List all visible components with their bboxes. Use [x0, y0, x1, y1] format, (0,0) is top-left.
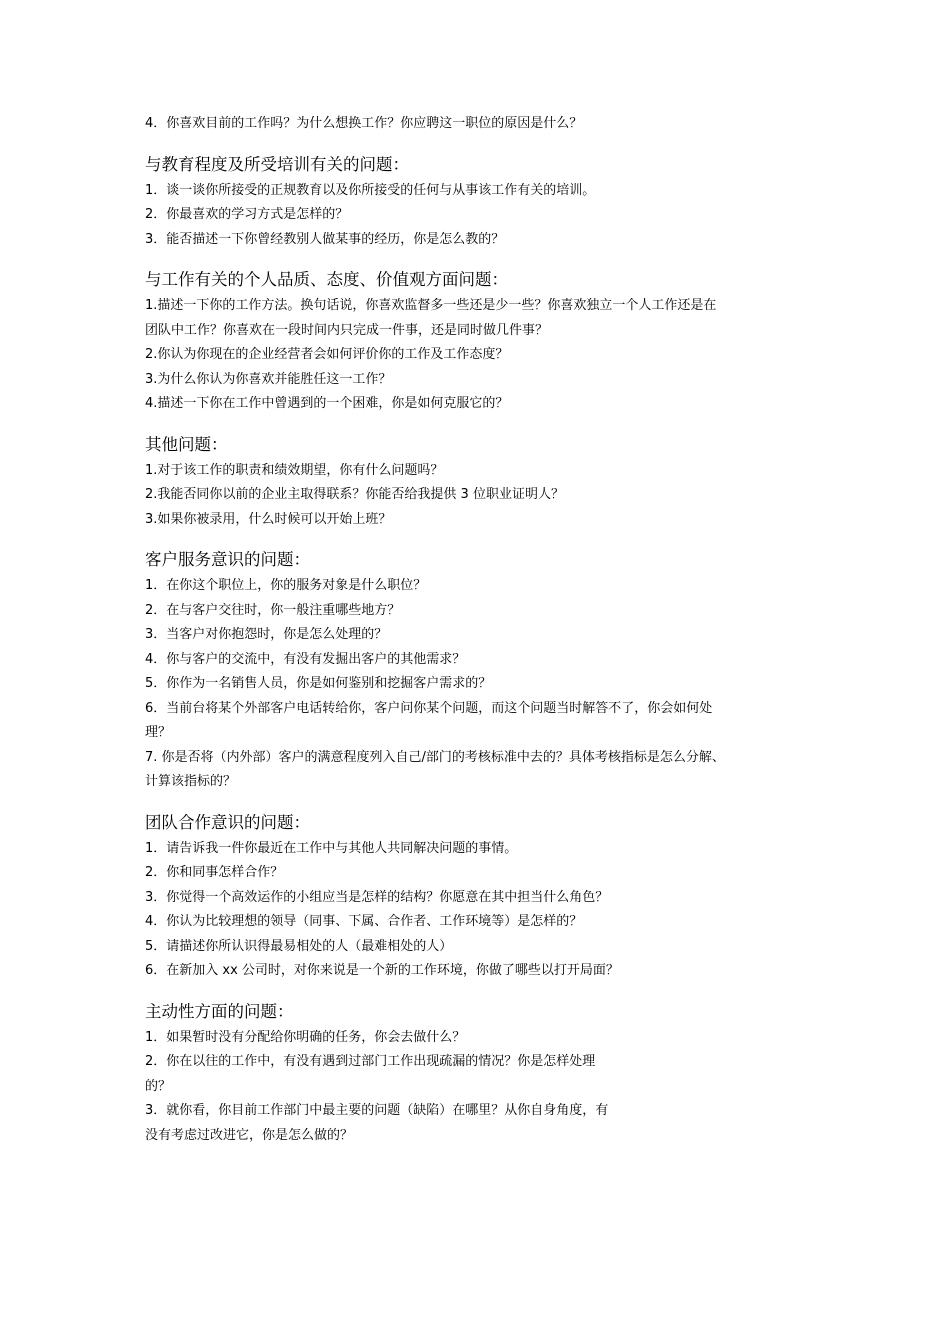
section-other [145, 432, 815, 533]
section-heading: 其他问题： [145, 434, 228, 454]
question-item: 计算该指标的？ [145, 774, 237, 789]
section-personal-qualities [145, 267, 815, 417]
question-item: 4.描述一下你在工作中曾遇到的一个困难，你是如何克服它的？ [145, 396, 509, 411]
question-item: 2．在与客户交往时，你一般注重哪些地方？ [145, 602, 401, 618]
question-item: 3．能否描述一下你曾经教别人做某事的经历，你是怎么教的？ [145, 231, 505, 247]
question-item: 2.你认为你现在的企业经营者会如何评价你的工作及工作态度？ [145, 347, 509, 362]
lead-section [145, 112, 815, 137]
question-item: 4．你喜欢目前的工作吗？为什么想换工作？你应聘这一职位的原因是什么？ [145, 116, 583, 131]
question-item: 3.为什么你认为你喜欢并能胜任这一工作？ [145, 371, 392, 387]
question-item: 4．你认为比较理想的领导（同事、下属、合作者、工作环境等）是怎样的？ [145, 914, 583, 929]
question-item: 1．请告诉我一件你最近在工作中与其他人共同解决问题的事情。 [145, 840, 518, 856]
question-item: 1.对于该工作的职责和绩效期望，你有什么问题吗？ [145, 462, 444, 478]
question-item: 3．就你看，你目前工作部门中最主要的问题（缺陷）在哪里？从你自身角度，有 [145, 1103, 609, 1118]
question-item: 2．你最喜欢的学习方式是怎样的？ [145, 207, 349, 222]
question-item: 1.描述一下你的工作方法。换句话说，你喜欢监督多一些还是少一些？你喜欢独立一个人工作还是在 [145, 298, 717, 313]
section-heading: 客户服务意识的问题： [145, 550, 310, 569]
question-item: 3.如果你被录用，什么时候可以开始上班？ [145, 511, 392, 527]
question-item: 7. 你是否将（内外部）客户的满意程度列入自己/部门的考核标准中去的？具体考核指标是怎么分解、 [145, 749, 725, 765]
question-item: 5．你作为一名销售人员，你是如何鉴别和挖掘客户需求的？ [145, 676, 492, 691]
document-page [145, 112, 815, 1148]
question-item: 2．你和同事怎样合作？ [145, 865, 284, 880]
question-item: 3．当客户对你抱怨时，你是怎么处理的？ [145, 627, 388, 642]
question-item: 没有考虑过改进它，你是怎么做的？ [145, 1127, 354, 1143]
section-heading: 与教育程度及所受培训有关的问题： [145, 154, 409, 174]
section-heading: 团队合作意识的问题： [145, 812, 310, 832]
question-item: 4．你与客户的交流中，有没有发掘出客户的其他需求？ [145, 651, 466, 667]
section-education [145, 152, 815, 253]
question-item: 1．谈一谈你所接受的正规教育以及你所接受的任何与从事该工作有关的培训。 [145, 182, 596, 198]
question-item: 理？ [145, 725, 172, 740]
question-item: 团队中工作？你喜欢在一段时间内只完成一件事，还是同时做几件事？ [145, 322, 549, 338]
question-item: 6．当前台将某个外部客户电话转给你，客户问你某个问题，而这个问题当时解答不了，你会如何处 [145, 700, 713, 716]
question-item: 1．在你这个职位上，你的服务对象是什么职位？ [145, 578, 427, 593]
section-heading: 主动性方面的问题： [145, 1001, 294, 1021]
section-customer-service [145, 547, 815, 795]
question-item: 5．请描述你所认识得最易相处的人（最难相处的人） [145, 938, 453, 954]
question-item: 的？ [145, 1078, 172, 1094]
section-initiative [145, 999, 815, 1149]
question-item: 2．你在以往的工作中，有没有遇到过部门工作出现疏漏的情况？你是怎样处理 [145, 1054, 596, 1069]
question-item: 1．如果暂时没有分配给你明确的任务，你会去做什么？ [145, 1029, 466, 1045]
section-teamwork [145, 810, 815, 984]
question-item: 3．你觉得一个高效运作的小组应当是怎样的结构？你愿意在其中担当什么角色？ [145, 889, 609, 905]
question-item: 6．在新加入 xx 公司时，对你来说是一个新的工作环境，你做了哪些以打开局面？ [145, 963, 619, 978]
section-heading: 与工作有关的个人品质、态度、价值观方面问题： [145, 270, 508, 289]
question-item: 2.我能否同你以前的企业主取得联系？你能否给我提供 3 位职业证明人？ [145, 487, 564, 502]
